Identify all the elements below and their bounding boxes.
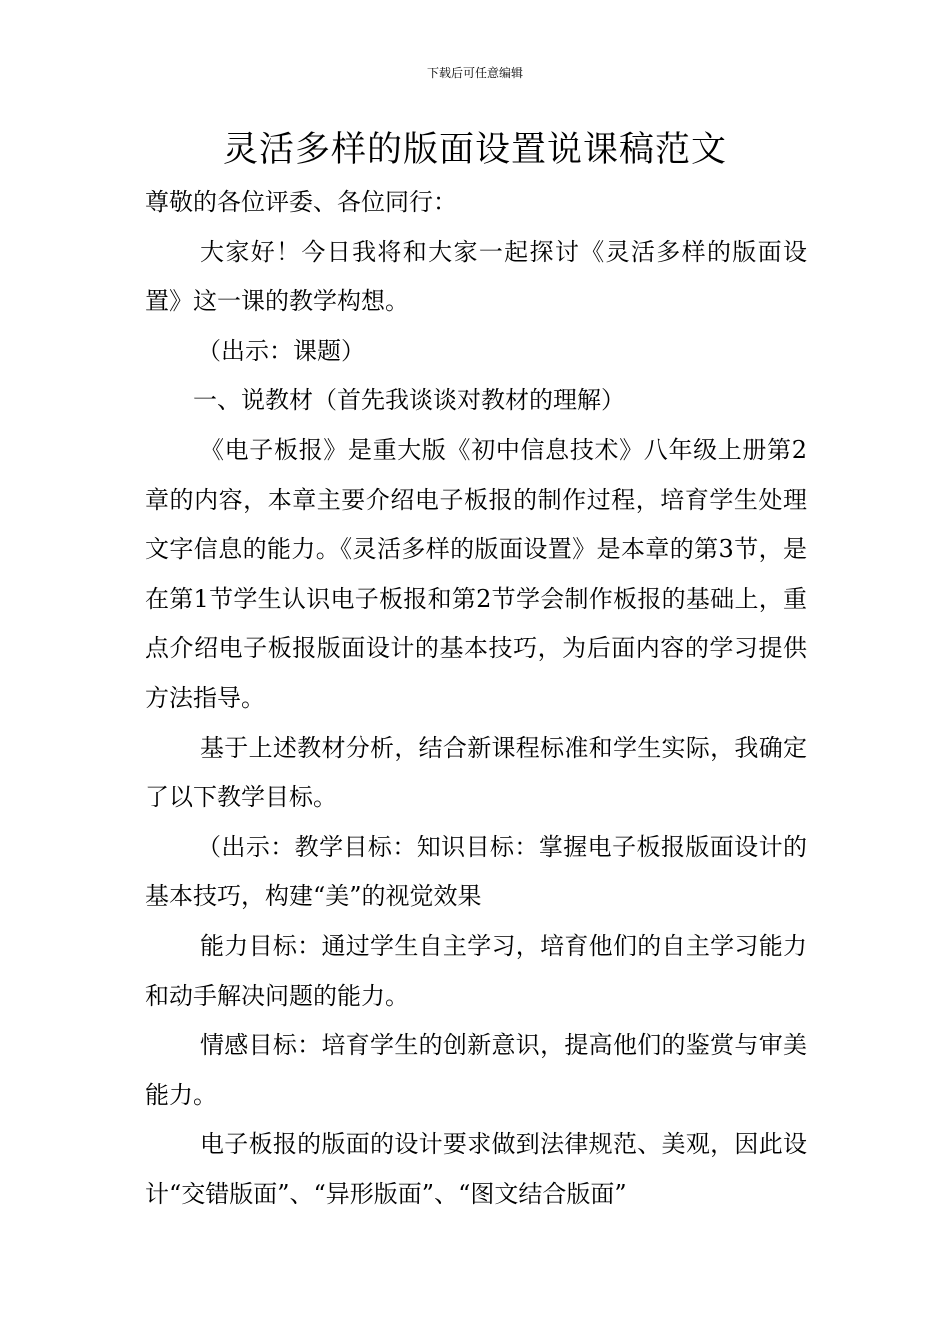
- paragraph-emotion-objective: 情感目标：培育学生的创新意识，提高他们的鉴赏与审美能力。: [145, 1031, 807, 1109]
- paragraph-layout-design: 电子板报的版面的设计要求做到法律规范、美观，因此设计“交错版面”、“异形版面”、“图文结合版面”: [145, 1130, 807, 1208]
- paragraph-textbook-analysis: 《电子板报》是重大版《初中信息技术》八年级上册第2章的内容，本章主要介绍电子板报的制作过程，培育学生处理文字信息的能力。《灵活多样的版面设置》是本章的第3节，是在第1节学生认识电子板报和第2节学会制作板报的基础上，重点介绍电子板报版面设计的基本技巧，为后面内容的学习提供方法指导。: [145, 435, 807, 712]
- paragraph-knowledge-objective: （出示：教学目标：知识目标：掌握电子板报版面设计的基本技巧，构建“美”的视觉效果: [145, 832, 807, 911]
- paragraph-greeting: 大家好！今日我将和大家一起探讨《灵活多样的版面设置》这一课的教学构想。: [145, 237, 807, 316]
- document-title: 灵活多样的版面设置说课稿范文: [222, 130, 727, 170]
- document-body: [145, 178, 807, 1219]
- paragraph-ability-objective: 能力目标：通过学生自主学习，培育他们的自主学习能力和动手解决问题的能力。: [145, 931, 807, 1010]
- paragraph-section-heading: 一、说教材（首先我谈谈对教材的理解）: [193, 386, 625, 415]
- header-note: 下载后可任意编辑: [426, 66, 523, 80]
- paragraph-salutation: 尊敬的各位评委、各位同行：: [145, 188, 457, 216]
- paragraph-objectives-intro: 基于上述教材分析，结合新课程标准和学生实际，我确定了以下教学目标。: [145, 733, 807, 812]
- paragraph-show-topic: （出示：课题）: [197, 336, 365, 365]
